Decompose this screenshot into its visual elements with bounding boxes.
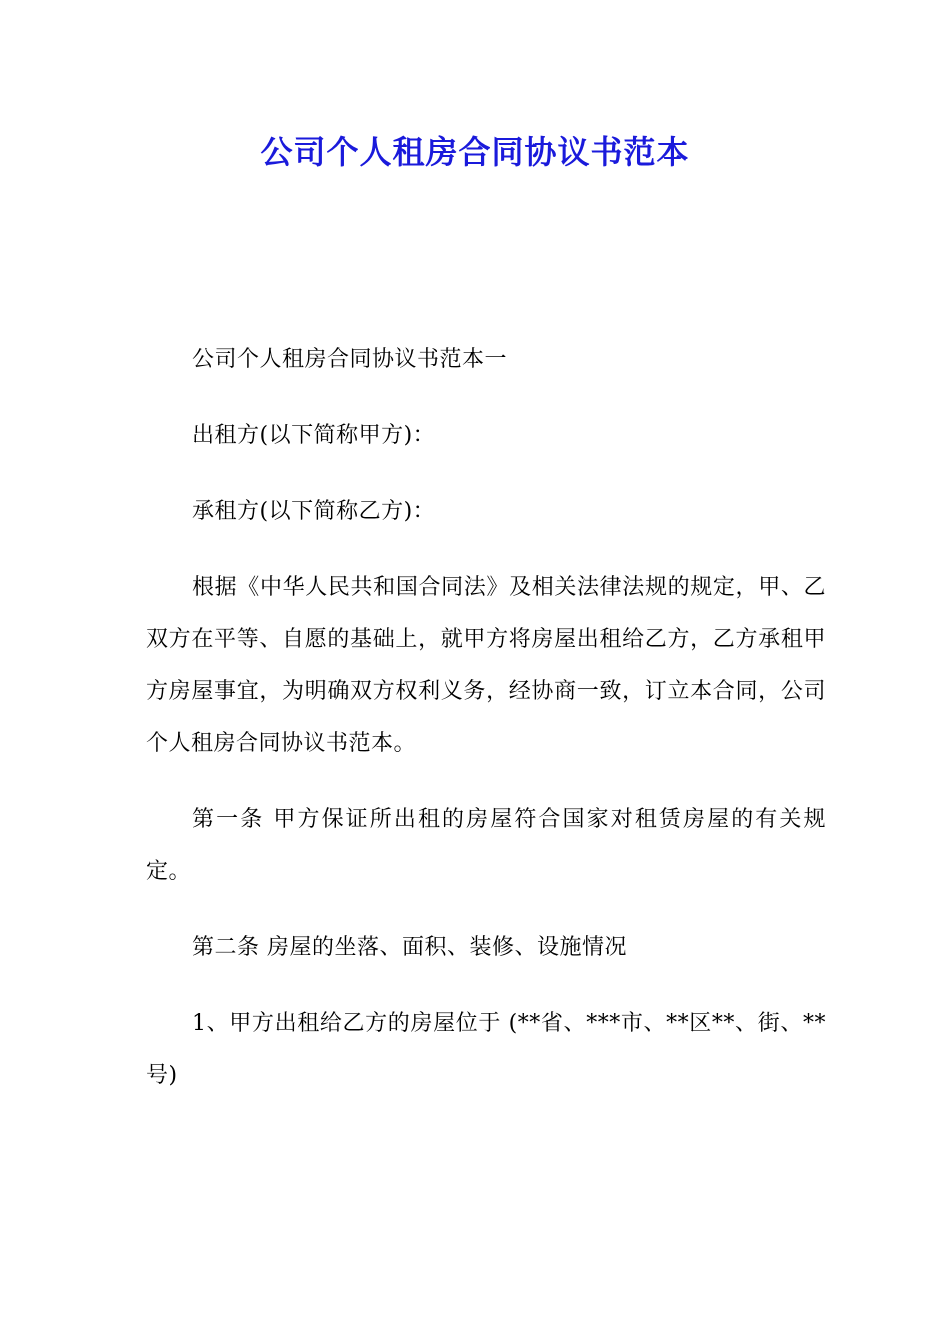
paragraph-item-one: 1、甲方出租给乙方的房屋位于 (**省、***市、**区**、街、**号) (146, 1011, 826, 1088)
paragraph-lessor: 出租方(以下简称甲方)： (192, 423, 436, 448)
document-body (146, 334, 826, 1102)
paragraph-article-two: 第二条 房屋的坐落、面积、装修、设施情况 (192, 935, 627, 960)
paragraph-article-one: 第一条 甲方保证所出租的房屋符合国家对租赁房屋的有关规定。 (146, 807, 826, 884)
document-title: 公司个人租房合同协议书范本 (260, 133, 690, 171)
paragraph-heading-one: 公司个人租房合同协议书范本一 (192, 347, 508, 372)
paragraph-lessee: 承租方(以下简称乙方)： (192, 499, 436, 524)
paragraph-preamble: 根据《中华人民共和国合同法》及相关法律法规的规定，甲、乙双方在平等、自愿的基础上，就甲方将房屋出租给乙方，乙方承租甲方房屋事宜，为明确双方权利义务，经协商一致，订立本合同，公司个人租房合同协议书范本。 (146, 575, 826, 756)
